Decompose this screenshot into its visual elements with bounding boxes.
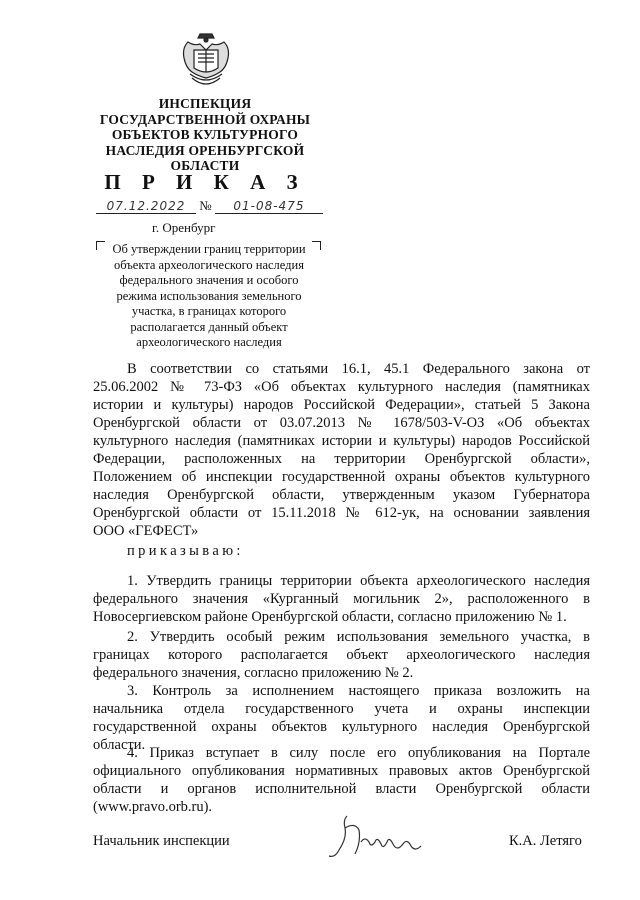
text-line: Оренбургской области от 03.07.2013 № 1678/503-V-ОЗ «Об объектах	[93, 415, 590, 431]
subject-line: объекта археологического наследия	[114, 257, 304, 272]
text-line: истории и культуры) народов Российской Федерации», статьей 5 Закона	[93, 397, 590, 413]
text-line: федерального значения «Курганный могильник 2», расположенного в	[93, 591, 590, 607]
order-word: приказываю:	[127, 543, 244, 559]
text-line: наследия Оренбургской области, утвержденным указом Губернатора	[93, 487, 590, 503]
signer-name: К.А. Летяго	[509, 833, 582, 849]
subject-line: располагается данный объект	[130, 319, 288, 334]
text-line: Оренбургской области от 15.11.2018 № 612-ук, на основании заявления	[93, 505, 590, 521]
document-type-title: П Р И К А З	[104, 170, 306, 194]
preamble-paragraph	[93, 360, 590, 540]
order-subject	[98, 242, 320, 351]
org-line: ИНСПЕКЦИЯ	[158, 96, 252, 111]
text-line: ООО «ГЕФЕСТ»	[93, 523, 199, 539]
text-line: 3. Контроль за исполнением настоящего приказа возложить на	[127, 683, 590, 699]
signer-position: Начальник инспекции	[93, 833, 230, 849]
order-item-4	[93, 744, 590, 816]
text-line: Новосергиевском районе Оренбургской области, согласно приложению № 1.	[93, 609, 567, 625]
order-item-1	[93, 572, 590, 626]
subject-line: участка, в границах которого	[131, 304, 287, 318]
coat-of-arms-emblem	[178, 28, 234, 92]
subject-line: федерального значения и особого	[119, 273, 299, 287]
text-line: (www.pravo.orb.ru).	[93, 799, 213, 815]
organization-name	[80, 96, 330, 174]
text-line: государственной охраны объектов культурного наследия Оренбургской	[93, 719, 590, 735]
text-line: 1. Утвердить границы территории объекта археологического наследия	[127, 573, 590, 589]
org-line: ОБЛАСТИ	[170, 158, 240, 173]
subject-line: археологического наследия	[136, 335, 282, 349]
text-line: 25.06.2002 № 73-ФЗ «Об объектах культурного наследия (памятниках	[93, 379, 590, 395]
date-number-line	[96, 198, 323, 214]
org-line: НАСЛЕДИЯ ОРЕНБУРГСКОЙ	[105, 142, 305, 158]
text-line: Положением об инспекции государственной охраны объектов культурного	[93, 469, 590, 485]
text-line: В соответствии со статьями 16.1, 45.1 Федерального закона от	[127, 361, 590, 377]
org-line: ОБЪЕКТОВ КУЛЬТУРНОГО	[111, 127, 299, 142]
city: г. Оренбург	[152, 220, 216, 235]
number-sign: №	[199, 198, 212, 213]
order-date: 07.12.2022	[96, 199, 196, 214]
order-item-2	[93, 628, 590, 682]
text-line: культурного наследия (памятниках истории и культуры) народов Российской	[93, 433, 590, 449]
text-line: области и органов исполнительной власти Оренбургской области	[93, 781, 590, 797]
org-line: ГОСУДАРСТВЕННОЙ ОХРАНЫ	[99, 111, 311, 127]
text-line: области.	[93, 737, 146, 753]
text-line: официального опубликования нормативных правовых актов Оренбургской	[93, 763, 590, 779]
text-line: 4. Приказ вступает в силу после его опубликования на Портале	[127, 745, 590, 761]
order-number: 01-08-475	[215, 199, 323, 214]
text-line: начальника отдела государственного учета и охраны инспекции	[93, 701, 590, 717]
subject-line: Об утверждении границ территории	[112, 242, 306, 256]
text-line: границах которого располагается объект археологического наследия	[93, 647, 590, 663]
text-line: федерального значения, согласно приложению № 2.	[93, 665, 414, 681]
text-line: 2. Утвердить особый режим использования земельного участка, в	[127, 629, 590, 645]
subject-line: режима использования земельного	[116, 288, 302, 303]
text-line: Федерации, расположенных на территории Оренбургской области»,	[93, 451, 590, 467]
handwritten-signature	[325, 812, 425, 862]
